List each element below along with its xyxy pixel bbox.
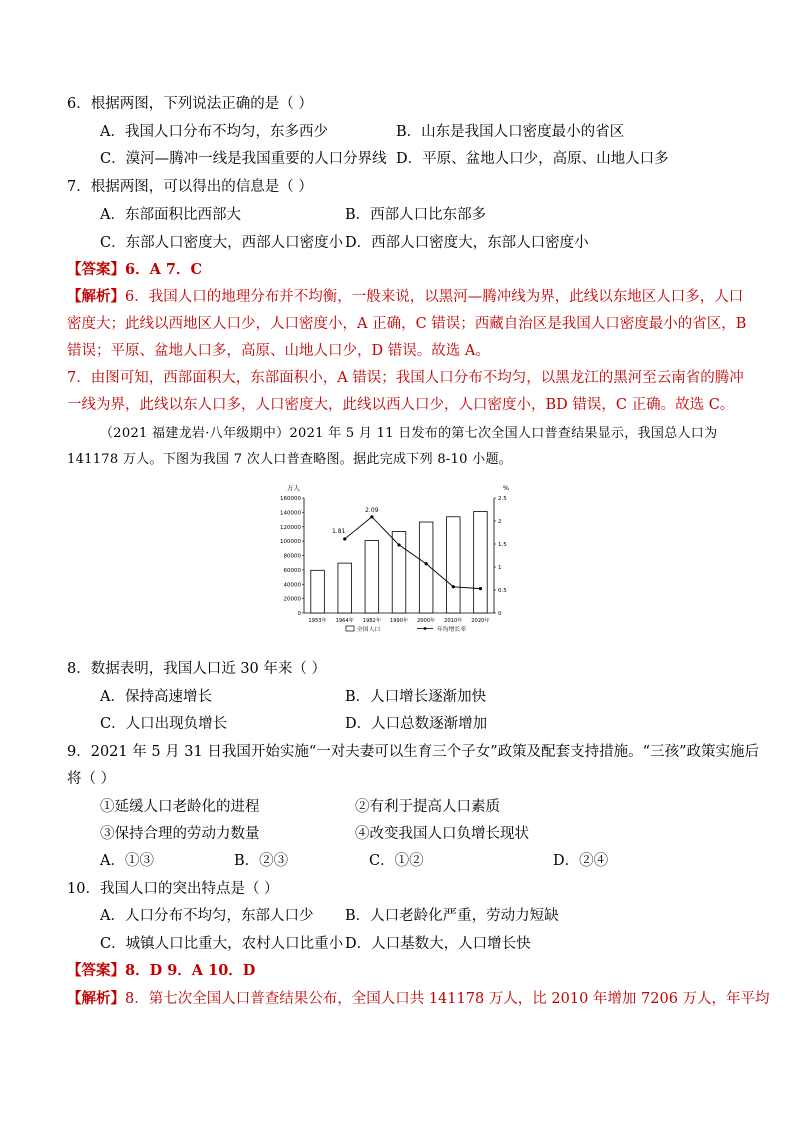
analysis-text: 8．第七次全国人口普查结果公布，全国人口共 141178 万人，比 2010 年增加 7206 万人，年平均 [125,991,770,1007]
q9-choice-a: A．①③ [100,853,154,869]
growth-rate-point [425,562,428,565]
analysis-line-2: 密度大；此线以西地区人口少，人口密度小，A 正确，C 错误；西藏自治区是我国人口密度最小的省区，B [67,316,747,332]
q10-stem: 10．我国人口的突出特点是（ ） [67,881,279,897]
x-tick-label: 1990年 [389,618,409,624]
q9-option-2: ②有利于提高人口素质 [355,799,500,815]
y-left-tick-label: 140000 [280,510,301,517]
q8-option-c: C．人口出现负增长 [100,716,228,732]
x-tick-label: 2000年 [416,618,436,624]
answer-text: 8．D 9．A 10．D [125,962,256,979]
legend-label: 全国人口 [357,627,381,633]
y-right-tick-label: 0.5 [498,588,507,594]
x-tick-label: 2010年 [444,618,463,624]
y-right-tick-label: 1 [498,565,502,571]
answer-block-1 [67,261,202,279]
answer-block-2 [67,962,255,980]
q8-option-d: D．人口总数逐渐增加 [345,716,488,732]
analysis-line-3: 错误；平原、盆地人口多，高原、山地人口少，D 错误。故选 A。 [67,343,490,359]
q10-option-c: C．城镇人口比重大，农村人口比重小 [100,936,344,952]
y-left-tick-label: 120000 [280,524,301,531]
population-bar [311,570,325,613]
intro-line-2: 141178 万人。下图为我国 7 次人口普查略图。据此完成下列 8-10 小题。 [67,452,513,467]
y-left-tick-label: 160000 [280,496,301,502]
growth-rate-point [343,537,346,540]
population-bar [474,512,488,613]
q7-option-c: C．东部人口密度大，西部人口密度小 [100,235,344,251]
y-right-tick-label: 2 [498,519,502,525]
answer-tag: 【答案】 [67,962,125,979]
growth-rate-point [452,585,455,588]
analysis-tag: 【解析】 [67,990,125,1007]
q6-option-d: D．平原、盆地人口少，高原、山地人口多 [396,151,669,167]
x-tick-label: 2020年 [471,618,490,624]
legend-label: 年均增长率 [437,627,466,633]
q7-option-b: B．西部人口比东部多 [345,207,487,223]
q9-option-3: ③保持合理的劳动力数量 [100,826,260,842]
q8-stem: 8．数据表明，我国人口近 30 年来（ ） [67,661,327,677]
data-label: 2.09 [365,506,379,514]
q9-choice-b: B．②③ [234,853,289,869]
y-right-tick-label: 2.5 [498,496,507,502]
q8-option-b: B．人口增长逐渐加快 [345,689,487,705]
analysis-text: 6．我国人口的地理分布并不均衡，一般来说，以黑河—腾冲线为界，此线以东地区人口多，人口 [125,289,744,305]
y-left-tick-label: 0 [297,611,301,617]
q9-choice-c: C．①② [369,853,424,869]
population-bar [365,541,379,613]
q6-stem: 6．根据两图，下列说法正确的是（ ） [67,96,313,112]
q6-option-a: A．我国人口分布不均匀，东多西少 [100,124,328,140]
q7-stem: 7．根据两图，可以得出的信息是（ ） [67,179,313,195]
x-tick-label: 1964年 [335,618,354,624]
y-right-tick-label: 0 [498,611,502,617]
legend-point-swatch [424,627,427,630]
x-tick-label: 1953年 [308,618,327,624]
analysis-line-4: 7．由图可知，西部面积大，东部面积小，A 错误；我国人口分布不均匀，以黑龙江的黑河至云南省的腾冲 [67,370,744,386]
x-tick-label: 1982年 [362,618,382,624]
census-chart [272,480,518,642]
intro-line-1: （2021 福建龙岩·八年级期中）2021 年 5 月 11 日发布的第七次全国人口普查结果显示，我国总人口为 [100,426,718,441]
q7-option-d: D．西部人口密度大，东部人口密度小 [345,235,589,251]
q9-option-1: ①延缓人口老龄化的进程 [100,799,260,815]
y-left-tick-label: 60000 [283,567,301,574]
q10-option-a: A．人口分布不均匀，东部人口少 [100,908,314,924]
q9-stem-2: 将（ ） [67,771,116,787]
y-left-tick-label: 80000 [283,553,301,560]
y-left-unit: 万人 [287,484,300,492]
analysis-tag: 【解析】 [67,288,125,305]
growth-rate-point [370,515,373,518]
y-right-tick-label: 1.5 [498,542,507,548]
population-bar [338,563,352,613]
answer-tag: 【答案】 [67,261,125,278]
q9-choice-d: D．②④ [553,853,609,869]
data-label: 1.81 [332,527,346,535]
q10-option-b: B．人口老龄化严重，劳动力短缺 [345,908,559,924]
growth-rate-point [397,543,400,546]
y-left-tick-label: 100000 [280,539,301,546]
growth-rate-point [479,587,482,590]
q10-option-d: D．人口基数大，人口增长快 [345,936,531,952]
q8-option-a: A．保持高速增长 [100,689,212,705]
answer-text: 6．A 7．C [125,261,203,278]
q6-option-b: B．山东是我国人口密度最小的省区 [396,124,625,140]
analysis-line-1 [67,288,743,306]
q9-option-4: ④改变我国人口负增长现状 [355,826,529,842]
y-left-tick-label: 40000 [283,582,301,589]
population-bar [447,517,461,613]
legend-bar-swatch [346,626,354,631]
analysis-line-6 [67,990,770,1008]
q9-stem-1: 9．2021 年 5 月 31 日我国开始实施“一对夫妻可以生育三个子女”政策及配套支持措施。“三孩”政策实施后 [67,744,759,760]
y-left-tick-label: 20000 [283,596,301,603]
y-right-unit: % [502,484,510,492]
analysis-line-5: 一线为界，此线以东人口多，人口密度大，此线以西人口少，人口密度小，BD 错误，C 正确。故选 C。 [67,397,735,413]
q7-option-a: A．东部面积比西部大 [100,207,241,223]
q6-option-c: C．漠河—腾冲一线是我国重要的人口分界线 [100,151,387,167]
